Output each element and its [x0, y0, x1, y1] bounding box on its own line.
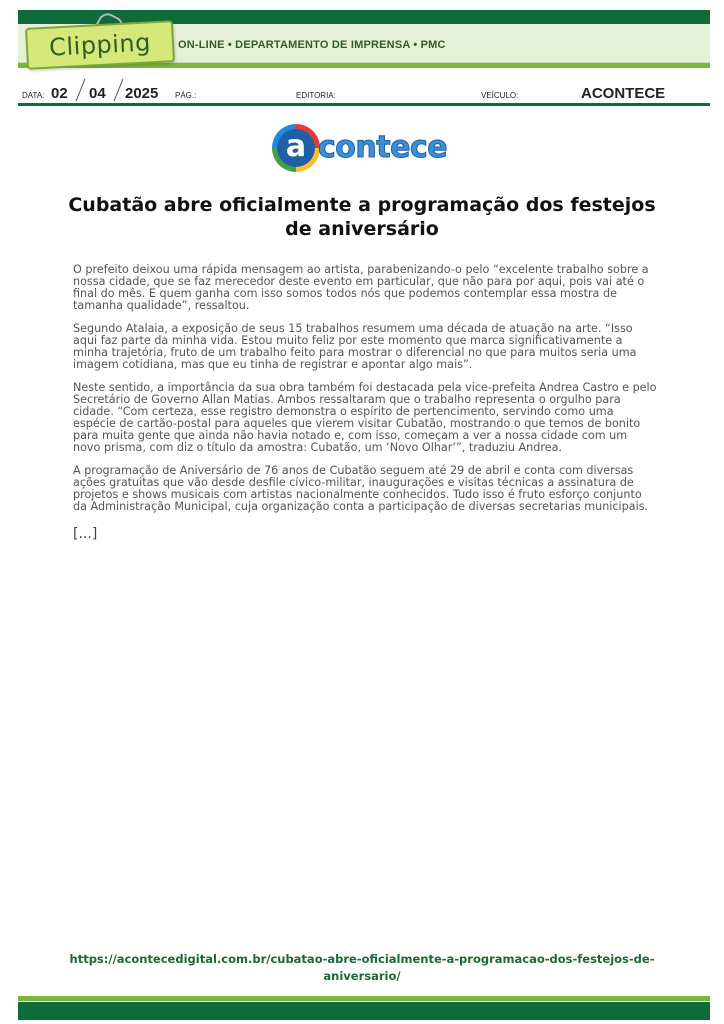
page-label: PÁG.: [175, 91, 197, 100]
footer-bar [18, 1002, 710, 1020]
date-label: DATA: [22, 91, 45, 100]
article-paragraph: Neste sentido, a importância da sua obra também foi destacada pela vice-prefeita Andrea Castro e pelo Secretário de Governo Allan Matias. Ambos ressaltaram que o trabalho representa o orgulho para cidade. “Com certeza, esse registro demonstra o espírito de pertencimento, servindo como uma espécie de cartão-postal para aqueles que vierem visitar Cubatão, mostrando o que temos de bonito para muita gente que ainda não havia notado e, com isso, começam a ver a nossa cidade com um novo prisma, com diz o título da amostra: Cubatão, um ‘Novo Olhar’”, traduziu Andrea. [73, 381, 657, 454]
article-body [73, 264, 658, 524]
date-month: 04 [89, 85, 106, 102]
veiculo-value: ACONTECE [581, 85, 666, 102]
source-url[interactable]: https://acontecedigital.com.br/cubatao-abre-oficialmente-a-programacao-dos-festejos-de-aniversario/ [69, 952, 655, 983]
date-separator [76, 79, 86, 102]
article-title: Cubatão abre oficialmente a programação dos festejos de aniversário [68, 194, 656, 240]
metadata-row [20, 84, 708, 104]
logo-letter: a [277, 129, 315, 167]
date-separator [114, 79, 124, 102]
acontece-logo [272, 124, 454, 174]
date-year: 2025 [125, 85, 159, 102]
editoria-label: EDITORIA: [296, 91, 336, 100]
metadata-divider [18, 103, 710, 106]
logo-wordmark: contece [318, 130, 448, 165]
date-day: 02 [51, 85, 68, 102]
article-paragraph: A programação de Aniversário de 76 anos de Cubatão seguem até 29 de abril e conta com diversas ações gratuitas que vão desde desfile cívico-militar, inaugurações e visitas técnicas a assinatura de projetos e shows musicais com artistas nacionalmente conhecidos. Tudo isso é fruto esforço conjunto da Administração Municipal, cuja organização conta a participação de diversas secretarias municipais. [73, 464, 649, 513]
article-paragraph: O prefeito deixou uma rápida mensagem ao artista, parabenizando-o pelo “excelente trabalho sobre a nossa cidade, que se faz merecedor deste evento em particular, que não para por aqui, pois vai até o final do mês. E quem ganha com isso somos todos nós que podemos contemplar essa mostra de tamanha qualidade”, ressaltou. [73, 263, 649, 312]
footer-light-bar [18, 996, 710, 1001]
clipping-badge [25, 20, 175, 70]
clipping-badge-label: Clipping [48, 28, 152, 62]
logo-circle-icon [272, 124, 320, 172]
department-label: ON-LINE • DEPARTAMENTO DE IMPRENSA • PMC [178, 39, 446, 51]
veiculo-label: VEÍCULO: [481, 91, 519, 100]
article-paragraph: Segundo Atalaia, a exposição de seus 15 trabalhos resumem uma década de atuação na arte. “Isso aqui faz parte da minha vida. Estou muito feliz por este momento que marca significativamente a minha trajetória, fruto de um trabalho feito para mostrar o diferencial no que para muitos seria uma imagem cotidiana, mas que eu tinha de registrar e apontar algo mais”. [73, 322, 637, 371]
article-ellipsis: [...] [73, 526, 98, 542]
